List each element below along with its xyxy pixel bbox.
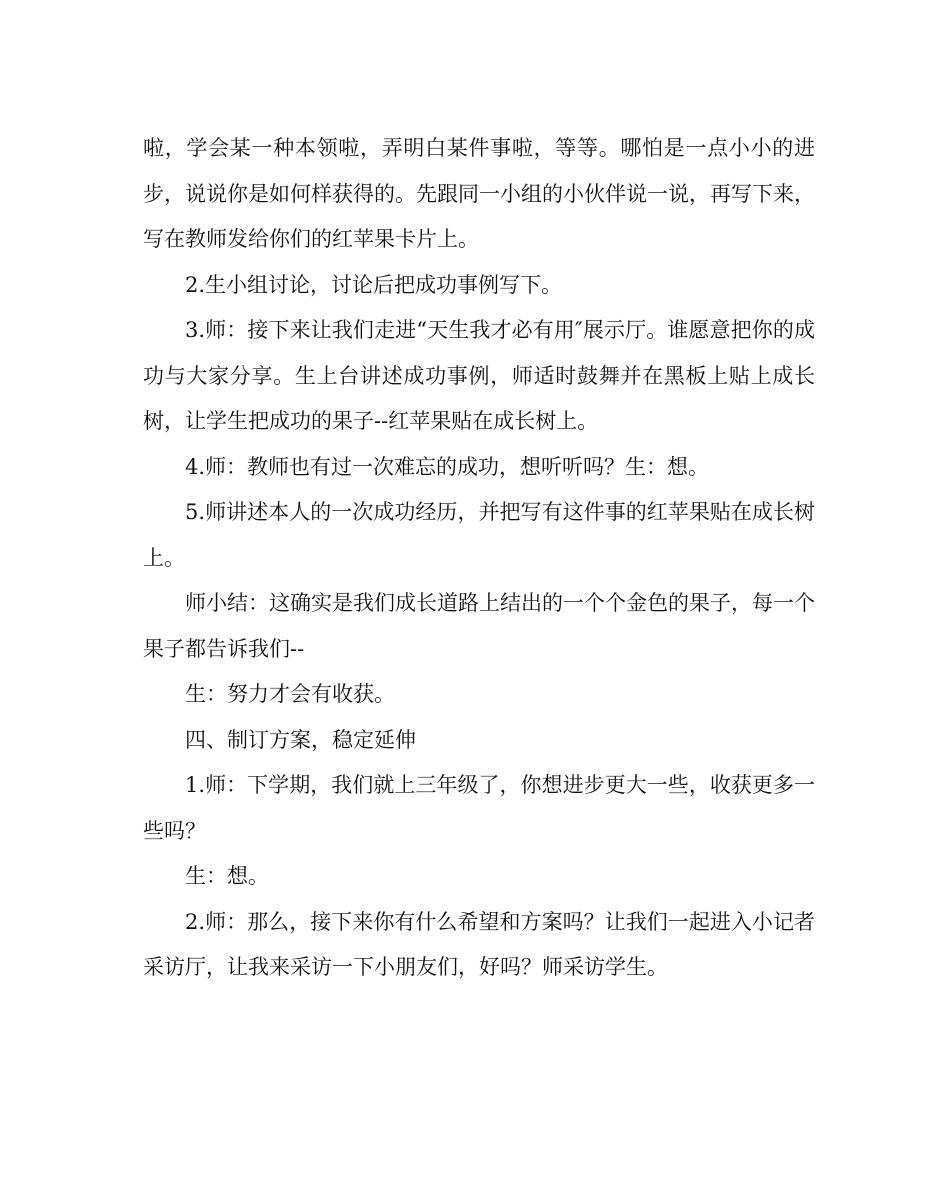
paragraph-5: 5.师讲述本人的一次成功经历，并把写有这件事的红苹果贴在成长树上。 [143,500,815,570]
paragraph-2: 2.生小组讨论，讨论后把成功事例写下。 [185,272,563,297]
document-body [143,126,815,991]
paragraph-8: 1.师：下学期，我们就上三年级了，你想进步更大一些，收获更多一些吗？ [143,773,815,843]
paragraph-3: 3.师：接下来让我们走进“天生我才必有用″展示厅。谁愿意把你的成功与大家分享。生上台讲述成功事例，师适时鼓舞并在黑板上贴上成长树，让学生把成功的果子--红苹果贴在成长树上。 [143,318,815,433]
paragraph-4: 4.师：教师也有过一次难忘的成功，想听听吗？生：想。 [185,454,710,479]
section-heading: 四、制订方案，稳定延伸 [185,727,416,752]
paragraph-1: 啦，学会某一种本领啦，弄明白某件事啦，等等。哪怕是一点小小的进步，说说你是如何样获得的。先跟同一小组的小伙伴说一说，再写下来，写在教师发给你们的红苹果卡片上。 [143,136,815,251]
paragraph-9: 生：想。 [185,864,269,888]
paragraph-6: 师小结：这确实是我们成长道路上结出的一个个金色的果子，每一个果子都告诉我们-- [143,591,815,661]
paragraph-10: 2.师：那么，接下来你有什么希望和方案吗？让我们一起进入小记者采访厅，让我来采访一下小朋友们，好吗？师采访学生。 [143,909,815,979]
paragraph-7: 生：努力才会有收获。 [185,682,395,706]
